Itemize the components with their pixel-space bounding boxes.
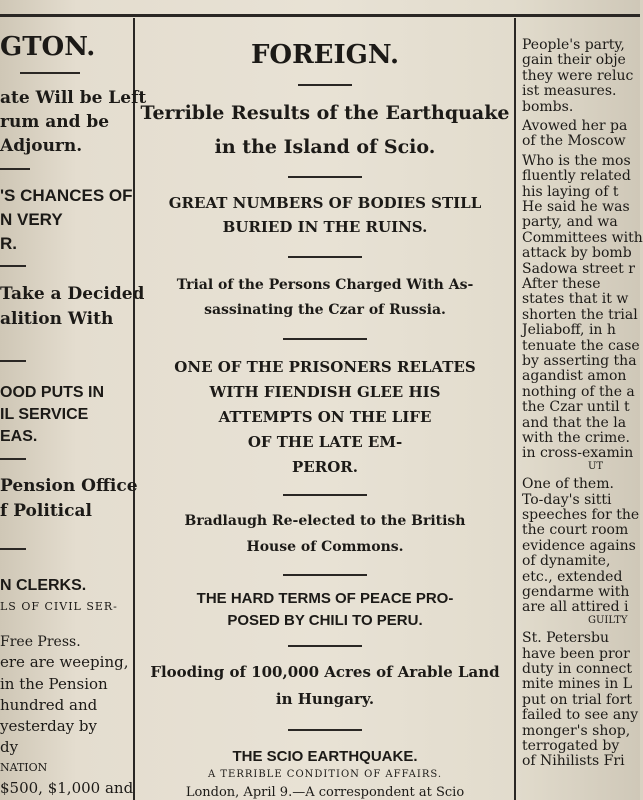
right-line: of dynamite,	[522, 553, 611, 570]
deck-separator	[288, 729, 362, 731]
right-line: with the crime.	[522, 430, 630, 446]
right-line: Sadowa street r	[522, 260, 635, 277]
right-line: fluently related	[522, 168, 631, 185]
right-line: etc., extended	[522, 568, 623, 585]
deck-line: Terrible Results of the Earthquake	[140, 102, 510, 124]
deck-separator	[283, 338, 367, 340]
right-line: of Nihilists Fri	[522, 753, 625, 770]
deck-line: GREAT NUMBERS OF BODIES STILL	[168, 194, 482, 212]
left-line: ate Will be Left	[0, 88, 147, 108]
deck-line: POSED BY CHILI TO PERU.	[227, 612, 423, 629]
right-line: speeches for the	[522, 507, 640, 523]
left-separator	[0, 168, 30, 170]
right-line: St. Petersbu	[522, 630, 609, 647]
deck-line: ATTEMPTS ON THE LIFE	[218, 408, 432, 426]
left-line: Adjourn.	[0, 136, 83, 156]
deck-line: in Hungary.	[275, 690, 375, 708]
deck-line: sassinating the Czar of Russia.	[204, 302, 446, 318]
right-line: party, and wa	[522, 214, 618, 231]
deck-line: in the Island of Scio.	[214, 136, 436, 158]
right-line: tenuate the case	[522, 337, 640, 354]
left-line: $500, $1,000 and	[0, 779, 134, 797]
left-heading: GTON.	[0, 32, 96, 62]
right-line: of the Moscow	[522, 133, 626, 150]
deck-line: House of Commons.	[246, 539, 404, 555]
right-line: evidence agains	[522, 537, 636, 554]
heading-separator	[298, 84, 352, 86]
left-line: ere are weeping,	[0, 653, 129, 671]
left-line: R.	[0, 234, 17, 253]
left-line: Take a Decided	[0, 284, 145, 304]
deck-line: Trial of the Persons Charged With As-	[176, 277, 474, 293]
left-line: EAS.	[0, 428, 38, 445]
right-line: states that it w	[522, 291, 629, 308]
right-line: in cross-examin	[522, 445, 634, 462]
left-line: yesterday by	[0, 717, 97, 735]
right-line: gain their obje	[522, 52, 626, 69]
right-column	[518, 0, 643, 800]
story-title: THE SCIO EARTHQUAKE.	[232, 748, 418, 765]
right-line: are all attired i	[522, 599, 629, 616]
right-line: they were reluc	[522, 67, 634, 84]
right-line: terrogated by	[522, 738, 620, 754]
center-column	[138, 0, 512, 800]
left-line: OOD PUTS IN	[0, 384, 105, 401]
deck-separator	[288, 645, 362, 647]
left-line: alition With	[0, 309, 114, 329]
right-line: Committees with	[522, 229, 643, 246]
deck-separator	[283, 494, 367, 496]
left-line: dy	[0, 738, 19, 756]
left-line: rum and be	[0, 112, 110, 132]
right-line: Avowed her pa	[522, 118, 628, 134]
right-line: failed to see any	[522, 707, 639, 724]
deck-line: BURIED IN THE RUINS.	[222, 218, 428, 236]
right-line: put on trial fort	[522, 691, 632, 708]
right-line: the court room	[522, 522, 629, 539]
left-separator	[0, 265, 26, 267]
right-line: and that the la	[522, 414, 627, 431]
deck-line: WITH FIENDISH GLEE HIS	[209, 383, 441, 401]
left-separator	[20, 72, 80, 74]
right-line: After these	[522, 276, 601, 292]
left-separator	[0, 360, 26, 362]
right-line: have been pror	[522, 645, 630, 662]
section-heading: FOREIGN.	[250, 40, 400, 70]
column-rule-right	[514, 18, 516, 800]
right-line: duty in connect	[522, 661, 632, 677]
left-line: N CLERKS.	[0, 577, 87, 594]
right-line: shorten the trial	[522, 306, 638, 323]
deck-separator	[283, 574, 367, 576]
deck-line: ONE OF THE PRISONERS RELATES	[174, 358, 476, 376]
left-column	[0, 0, 147, 800]
deck-line: Flooding of 100,000 Acres of Arable Land	[150, 663, 500, 681]
right-line: the Czar until t	[522, 399, 630, 416]
left-line: in the Pension	[0, 675, 108, 693]
right-line: GUILTY	[588, 614, 628, 626]
right-line: He said he was	[522, 199, 630, 215]
left-line: 'S CHANCES OF	[0, 186, 133, 205]
story-dateline: London, April 9.—A correspondent at Scio	[185, 785, 465, 800]
story-subtitle: A TERRIBLE CONDITION OF AFFAIRS.	[207, 769, 443, 780]
right-line: To-day's sitti	[522, 491, 612, 508]
left-line: Pension Office	[0, 476, 138, 496]
left-line: NATION	[0, 761, 48, 774]
right-line: mite mines in L	[522, 676, 633, 693]
right-line: One of them.	[522, 476, 614, 493]
left-line: IL SERVICE	[0, 406, 89, 423]
right-line: UT	[588, 460, 604, 472]
right-line: ist measures.	[522, 83, 617, 100]
right-line: Who is the mos	[522, 152, 631, 169]
left-line: hundred and	[0, 696, 98, 714]
left-separator	[0, 548, 26, 550]
left-line: Free Press.	[0, 634, 81, 650]
left-line: LS OF CIVIL SER-	[0, 600, 118, 613]
right-line: gendarme with	[522, 584, 630, 600]
deck-line: THE HARD TERMS OF PEACE PRO-	[196, 590, 454, 607]
right-line: his laying of t	[522, 183, 619, 200]
deck-separator	[288, 256, 362, 258]
deck-line: PEROR.	[292, 458, 358, 476]
right-line: bombs.	[522, 98, 574, 115]
right-line: nothing of the a	[522, 383, 635, 400]
column-rule-left	[133, 18, 135, 800]
left-line: N VERY	[0, 210, 63, 229]
right-line: monger's shop,	[522, 722, 631, 739]
right-line: agandist amon	[522, 368, 627, 385]
right-line: attack by bomb	[522, 245, 632, 262]
left-separator	[0, 458, 26, 460]
deck-line: OF THE LATE EM-	[247, 433, 403, 451]
right-line: by asserting tha	[522, 353, 637, 369]
right-line: People's party,	[522, 37, 625, 53]
right-line: Jeliaboff, in h	[522, 322, 616, 339]
left-line: f Political	[0, 501, 92, 521]
deck-line: Bradlaugh Re-elected to the British	[184, 513, 466, 529]
deck-separator	[288, 176, 362, 178]
